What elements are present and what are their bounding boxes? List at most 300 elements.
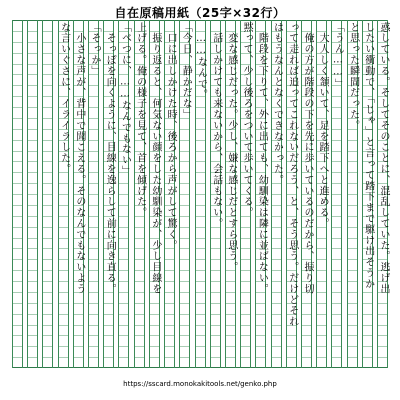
manuscript-column: [195, 20, 206, 368]
manuscript-line-text: そっぽを向くように、目線を逸らして前に向き直る。: [104, 22, 116, 295]
grid-cell-line: [89, 140, 98, 150]
grid-cell-line: [241, 314, 250, 324]
grid-cell-line: [28, 335, 37, 345]
grid-cell-line: [89, 281, 98, 291]
grid-cell-line: [13, 140, 22, 150]
grid-cell-line: [348, 292, 357, 302]
grid-cell-line: [196, 151, 205, 161]
grid-cell-line: [211, 259, 220, 269]
grid-cell-line: [363, 314, 372, 324]
grid-cell-line: [302, 335, 311, 345]
grid-cell-line: [180, 248, 189, 258]
grid-cell-line: [317, 281, 326, 291]
grid-cell-line: [196, 314, 205, 324]
manuscript-column: [377, 20, 388, 368]
grid-cell-line: [165, 325, 174, 335]
grid-cell-line: [43, 151, 52, 161]
grid-cell-line: [104, 325, 113, 335]
grid-cell-line: [135, 335, 144, 345]
manuscript-line-text: 話しかけても来ないから、会話もない。: [210, 22, 222, 230]
grid-cell-line: [180, 346, 189, 356]
grid-cell-line: [13, 151, 22, 161]
grid-cell-line: [28, 74, 37, 84]
grid-cell-line: [13, 238, 22, 248]
grid-cell-line: [43, 96, 52, 106]
grid-cell-line: [180, 129, 189, 139]
grid-cell-line: [196, 281, 205, 291]
grid-cell-line: [165, 314, 174, 324]
manuscript-line-text: 俺の方が階段の下を先に歩いているのだから、振り切: [301, 22, 313, 295]
grid-cell-line: [150, 346, 159, 356]
grid-cell-line: [43, 107, 52, 117]
grid-cell-line: [196, 129, 205, 139]
grid-cell-line: [180, 259, 189, 269]
grid-cell-line: [348, 151, 357, 161]
grid-cell-line: [89, 107, 98, 117]
grid-cell-line: [135, 270, 144, 280]
grid-cell-line: [119, 194, 128, 204]
grid-cell-line: [196, 270, 205, 280]
grid-cell-line: [74, 357, 83, 367]
grid-cell-line: [13, 325, 22, 335]
grid-cell-line: [28, 357, 37, 367]
grid-cell-line: [59, 335, 68, 345]
grid-cell-line: [89, 151, 98, 161]
grid-cell-line: [150, 303, 159, 313]
grid-cell-line: [348, 303, 357, 313]
grid-cell-line: [378, 357, 387, 367]
grid-cell-line: [196, 292, 205, 302]
grid-cell-line: [13, 259, 22, 269]
grid-cell-line: [59, 205, 68, 215]
grid-cell-line: [287, 335, 296, 345]
grid-cell-line: [165, 303, 174, 313]
grid-cell-line: [13, 85, 22, 95]
grid-cell-line: [348, 194, 357, 204]
grid-cell-line: [74, 303, 83, 313]
grid-cell-line: [135, 248, 144, 258]
grid-cell-line: [43, 85, 52, 95]
grid-cell-line: [211, 335, 220, 345]
grid-cell-line: [348, 346, 357, 356]
grid-cell-line: [196, 325, 205, 335]
grid-cell-line: [28, 303, 37, 313]
grid-cell-line: [226, 325, 235, 335]
grid-cell-line: [196, 303, 205, 313]
grid-cell-line: [104, 314, 113, 324]
grid-cell-line: [180, 357, 189, 367]
grid-cell-line: [119, 183, 128, 193]
grid-cell-line: [13, 216, 22, 226]
grid-cell-line: [241, 227, 250, 237]
grid-cell-line: [226, 292, 235, 302]
manuscript-line-text: 振り返ると、何気ない顔をした幼馴染が、少し目線を: [149, 22, 161, 295]
grid-cell-line: [241, 248, 250, 258]
grid-cell-line: [59, 248, 68, 258]
grid-cell-line: [363, 335, 372, 345]
grid-cell-line: [272, 292, 281, 302]
grid-cell-line: [196, 140, 205, 150]
grid-cell-line: [59, 183, 68, 193]
grid-cell-line: [13, 42, 22, 52]
grid-cell-line: [332, 346, 341, 356]
grid-cell-line: [241, 335, 250, 345]
grid-cell-line: [43, 31, 52, 41]
grid-cell-line: [332, 227, 341, 237]
manuscript-line-text: したい衝動で、「じゃ」と言って踏下まで駆け出そうか: [362, 22, 374, 290]
grid-cell-line: [348, 216, 357, 226]
grid-cell-line: [241, 357, 250, 367]
manuscript-column: [255, 20, 266, 368]
grid-cell-line: [196, 118, 205, 128]
grid-cell-line: [332, 325, 341, 335]
grid-cell-line: [28, 118, 37, 128]
grid-cell-line: [211, 357, 220, 367]
grid-cell-line: [302, 357, 311, 367]
grid-cell-line: [89, 314, 98, 324]
grid-cell-line: [28, 161, 37, 171]
manuscript-line-text: 「そっか」: [89, 22, 101, 77]
grid-cell-line: [226, 357, 235, 367]
grid-cell-line: [272, 194, 281, 204]
grid-cell-line: [317, 325, 326, 335]
grid-cell-line: [28, 107, 37, 117]
grid-cell-line: [43, 227, 52, 237]
grid-cell-line: [348, 325, 357, 335]
grid-cell-line: [165, 357, 174, 367]
grid-cell-line: [43, 129, 52, 139]
grid-cell-line: [28, 248, 37, 258]
manuscript-line-text: 「今日、静かだな」: [180, 22, 192, 121]
grid-cell-line: [43, 346, 52, 356]
grid-cell-line: [13, 314, 22, 324]
grid-cell-line: [348, 248, 357, 258]
grid-cell-line: [43, 270, 52, 280]
grid-cell-line: [89, 129, 98, 139]
grid-cell-line: [180, 161, 189, 171]
grid-cell-line: [28, 292, 37, 302]
grid-cell-line: [180, 205, 189, 215]
grid-cell-line: [59, 227, 68, 237]
grid-cell-line: [28, 194, 37, 204]
grid-cell-line: [272, 281, 281, 291]
grid-cell-line: [363, 325, 372, 335]
grid-cell-line: [196, 205, 205, 215]
grid-cell-line: [74, 346, 83, 356]
grid-cell-line: [180, 216, 189, 226]
grid-cell-line: [135, 238, 144, 248]
grid-cell-line: [28, 259, 37, 269]
manuscript-column: [164, 20, 175, 368]
grid-cell-line: [348, 205, 357, 215]
grid-cell-line: [317, 303, 326, 313]
grid-cell-line: [211, 325, 220, 335]
grid-cell-line: [43, 238, 52, 248]
manuscript-line-text: 小さな声が、背中で聞こえる。そのなんでもないよう: [73, 22, 85, 295]
grid-cell-line: [89, 161, 98, 171]
grid-cell-line: [89, 216, 98, 226]
manuscript-column: [134, 20, 145, 368]
manuscript-column: [58, 20, 69, 368]
grid-cell-line: [28, 42, 37, 52]
page-title: 自在原稿用紙（25字×32行）: [114, 6, 286, 20]
grid-cell-line: [317, 357, 326, 367]
grid-cell-line: [332, 314, 341, 324]
grid-cell-line: [332, 96, 341, 106]
grid-cell-line: [317, 248, 326, 258]
grid-cell-line: [104, 357, 113, 367]
grid-cell-line: [59, 314, 68, 324]
grid-cell-line: [28, 31, 37, 41]
grid-cell-line: [348, 259, 357, 269]
manuscript-line-text: はもうなんとなくできなかった。: [271, 22, 283, 186]
grid-cell-line: [28, 346, 37, 356]
grid-cell-line: [226, 314, 235, 324]
grid-cell-line: [89, 96, 98, 106]
grid-cell-line: [272, 325, 281, 335]
grid-cell-line: [256, 335, 265, 345]
grid-cell-line: [241, 325, 250, 335]
manuscript-line-text: って走れば追ってこれないだろう、と、そう思う。だけどそれ: [286, 22, 298, 328]
grid-cell-line: [196, 238, 205, 248]
grid-cell-line: [165, 281, 174, 291]
grid-cell-line: [378, 335, 387, 345]
grid-cell-line: [89, 259, 98, 269]
grid-cell-line: [180, 314, 189, 324]
grid-cell-line: [43, 248, 52, 258]
grid-cell-line: [119, 248, 128, 258]
grid-cell-line: [119, 357, 128, 367]
manuscript-column: [316, 20, 327, 368]
grid-cell-line: [256, 314, 265, 324]
grid-cell-line: [13, 227, 22, 237]
grid-cell-line: [348, 183, 357, 193]
grid-cell-line: [332, 248, 341, 258]
manuscript-line-text: 惑している。そしてそのことに、混乱していた。逃げ出: [378, 22, 389, 295]
grid-cell-line: [180, 270, 189, 280]
grid-cell-line: [119, 216, 128, 226]
grid-cell-line: [28, 172, 37, 182]
grid-cell-line: [363, 346, 372, 356]
grid-cell-line: [43, 118, 52, 128]
grid-cell-line: [13, 270, 22, 280]
grid-cell-line: [59, 238, 68, 248]
manuscript-line-text: 変な感じだった。少し、嫌な感じだとすら思う。: [225, 22, 237, 273]
grid-cell-line: [119, 205, 128, 215]
grid-cell-line: [256, 325, 265, 335]
grid-cell-line: [332, 357, 341, 367]
grid-cell-line: [135, 292, 144, 302]
grid-cell-line: [89, 248, 98, 258]
grid-cell-line: [211, 281, 220, 291]
grid-cell-line: [180, 172, 189, 182]
grid-cell-line: [104, 335, 113, 345]
grid-cell-line: [180, 194, 189, 204]
manuscript-column: [331, 20, 342, 368]
grid-cell-line: [59, 270, 68, 280]
grid-cell-line: [241, 281, 250, 291]
grid-cell-line: [241, 238, 250, 248]
grid-cell-line: [180, 227, 189, 237]
grid-cell-line: [165, 346, 174, 356]
grid-cell-line: [89, 183, 98, 193]
manuscript-line-text: な言いぐさに、イライラした。: [58, 22, 70, 175]
grid-cell-line: [89, 118, 98, 128]
grid-cell-line: [13, 74, 22, 84]
grid-cell-line: [135, 281, 144, 291]
grid-cell-line: [256, 357, 265, 367]
grid-cell-line: [348, 161, 357, 171]
grid-cell-line: [272, 205, 281, 215]
grid-cell-line: [348, 227, 357, 237]
grid-cell-line: [43, 53, 52, 63]
manuscript-line-text: と思った瞬間だった。: [347, 22, 359, 131]
grid-cell-line: [59, 303, 68, 313]
grid-cell-line: [196, 172, 205, 182]
grid-cell-line: [89, 335, 98, 345]
grid-cell-line: [363, 292, 372, 302]
grid-cell-line: [317, 314, 326, 324]
grid-cell-line: [89, 325, 98, 335]
grid-cell-line: [89, 270, 98, 280]
grid-cell-line: [28, 85, 37, 95]
grid-cell-line: [302, 314, 311, 324]
grid-cell-line: [59, 357, 68, 367]
grid-cell-line: [119, 259, 128, 269]
grid-cell-line: [332, 303, 341, 313]
manuscript-column: [240, 20, 251, 368]
grid-cell-line: [28, 281, 37, 291]
grid-cell-line: [43, 314, 52, 324]
grid-cell-line: [43, 325, 52, 335]
grid-cell-line: [28, 96, 37, 106]
grid-cell-line: [302, 325, 311, 335]
grid-cell-line: [43, 303, 52, 313]
grid-cell-line: [272, 259, 281, 269]
grid-cell-line: [119, 325, 128, 335]
manuscript-column: [12, 20, 23, 368]
grid-cell-line: [89, 194, 98, 204]
grid-cell-line: [89, 85, 98, 95]
grid-cell-line: [104, 303, 113, 313]
grid-cell-line: [13, 194, 22, 204]
grid-cell-line: [74, 314, 83, 324]
grid-cell-line: [104, 346, 113, 356]
manuscript-column: [301, 20, 312, 368]
grid-cell-line: [13, 96, 22, 106]
grid-cell-line: [332, 270, 341, 280]
grid-cell-line: [180, 183, 189, 193]
grid-cell-line: [13, 205, 22, 215]
grid-cell-line: [302, 346, 311, 356]
grid-cell-line: [119, 227, 128, 237]
grid-cell-line: [196, 346, 205, 356]
grid-cell-line: [211, 314, 220, 324]
grid-cell-line: [348, 270, 357, 280]
grid-cell-line: [348, 140, 357, 150]
grid-cell-line: [13, 248, 22, 258]
grid-cell-line: [28, 216, 37, 226]
grid-cell-line: [348, 281, 357, 291]
grid-cell-line: [59, 346, 68, 356]
grid-cell-line: [226, 303, 235, 313]
manuscript-column: [103, 20, 114, 368]
grid-cell-line: [211, 270, 220, 280]
grid-cell-line: [28, 129, 37, 139]
manuscript-column: [42, 20, 53, 368]
grid-cell-line: [13, 335, 22, 345]
grid-cell-line: [332, 205, 341, 215]
grid-cell-line: [28, 64, 37, 74]
grid-cell-line: [272, 314, 281, 324]
grid-cell-line: [180, 303, 189, 313]
grid-cell-line: [59, 194, 68, 204]
grid-cell-line: [211, 238, 220, 248]
grid-cell-line: [43, 335, 52, 345]
manuscript-column: [118, 20, 129, 368]
grid-cell-line: [28, 227, 37, 237]
grid-cell-line: [43, 292, 52, 302]
grid-cell-line: [272, 238, 281, 248]
grid-cell-line: [180, 292, 189, 302]
grid-cell-line: [135, 346, 144, 356]
grid-cell-line: [89, 303, 98, 313]
grid-cell-line: [196, 335, 205, 345]
grid-cell-line: [332, 129, 341, 139]
grid-cell-line: [317, 238, 326, 248]
grid-cell-line: [378, 303, 387, 313]
grid-cell-line: [165, 335, 174, 345]
grid-cell-line: [180, 238, 189, 248]
grid-cell-line: [59, 259, 68, 269]
footer-url: https://sscard.monokakitools.net/genko.php: [123, 380, 277, 388]
grid-cell-line: [89, 205, 98, 215]
grid-cell-line: [165, 292, 174, 302]
grid-cell-line: [256, 303, 265, 313]
grid-cell-line: [180, 140, 189, 150]
grid-cell-line: [272, 303, 281, 313]
grid-cell-line: [150, 335, 159, 345]
grid-cell-line: [226, 335, 235, 345]
grid-cell-line: [13, 357, 22, 367]
grid-cell-line: [272, 248, 281, 258]
manuscript-column: [286, 20, 297, 368]
grid-cell-line: [28, 151, 37, 161]
grid-cell-line: [13, 118, 22, 128]
grid-cell-line: [135, 314, 144, 324]
grid-cell-line: [196, 227, 205, 237]
grid-cell-line: [13, 346, 22, 356]
grid-cell-line: [119, 270, 128, 280]
grid-cell-line: [43, 357, 52, 367]
grid-cell-line: [13, 31, 22, 41]
grid-cell-line: [332, 216, 341, 226]
grid-cell-line: [13, 172, 22, 182]
grid-cell-line: [43, 140, 52, 150]
grid-cell-line: [119, 314, 128, 324]
grid-cell-line: [317, 346, 326, 356]
grid-cell-line: [13, 183, 22, 193]
manuscript-column: [88, 20, 99, 368]
grid-cell-line: [332, 194, 341, 204]
grid-cell-line: [302, 303, 311, 313]
grid-cell-line: [13, 292, 22, 302]
grid-cell-line: [43, 183, 52, 193]
manuscript-line-text: 黙って、少し後ろをついて歩いてくる。: [241, 22, 253, 219]
grid-cell-line: [241, 292, 250, 302]
grid-cell-line: [256, 346, 265, 356]
grid-cell-line: [150, 314, 159, 324]
